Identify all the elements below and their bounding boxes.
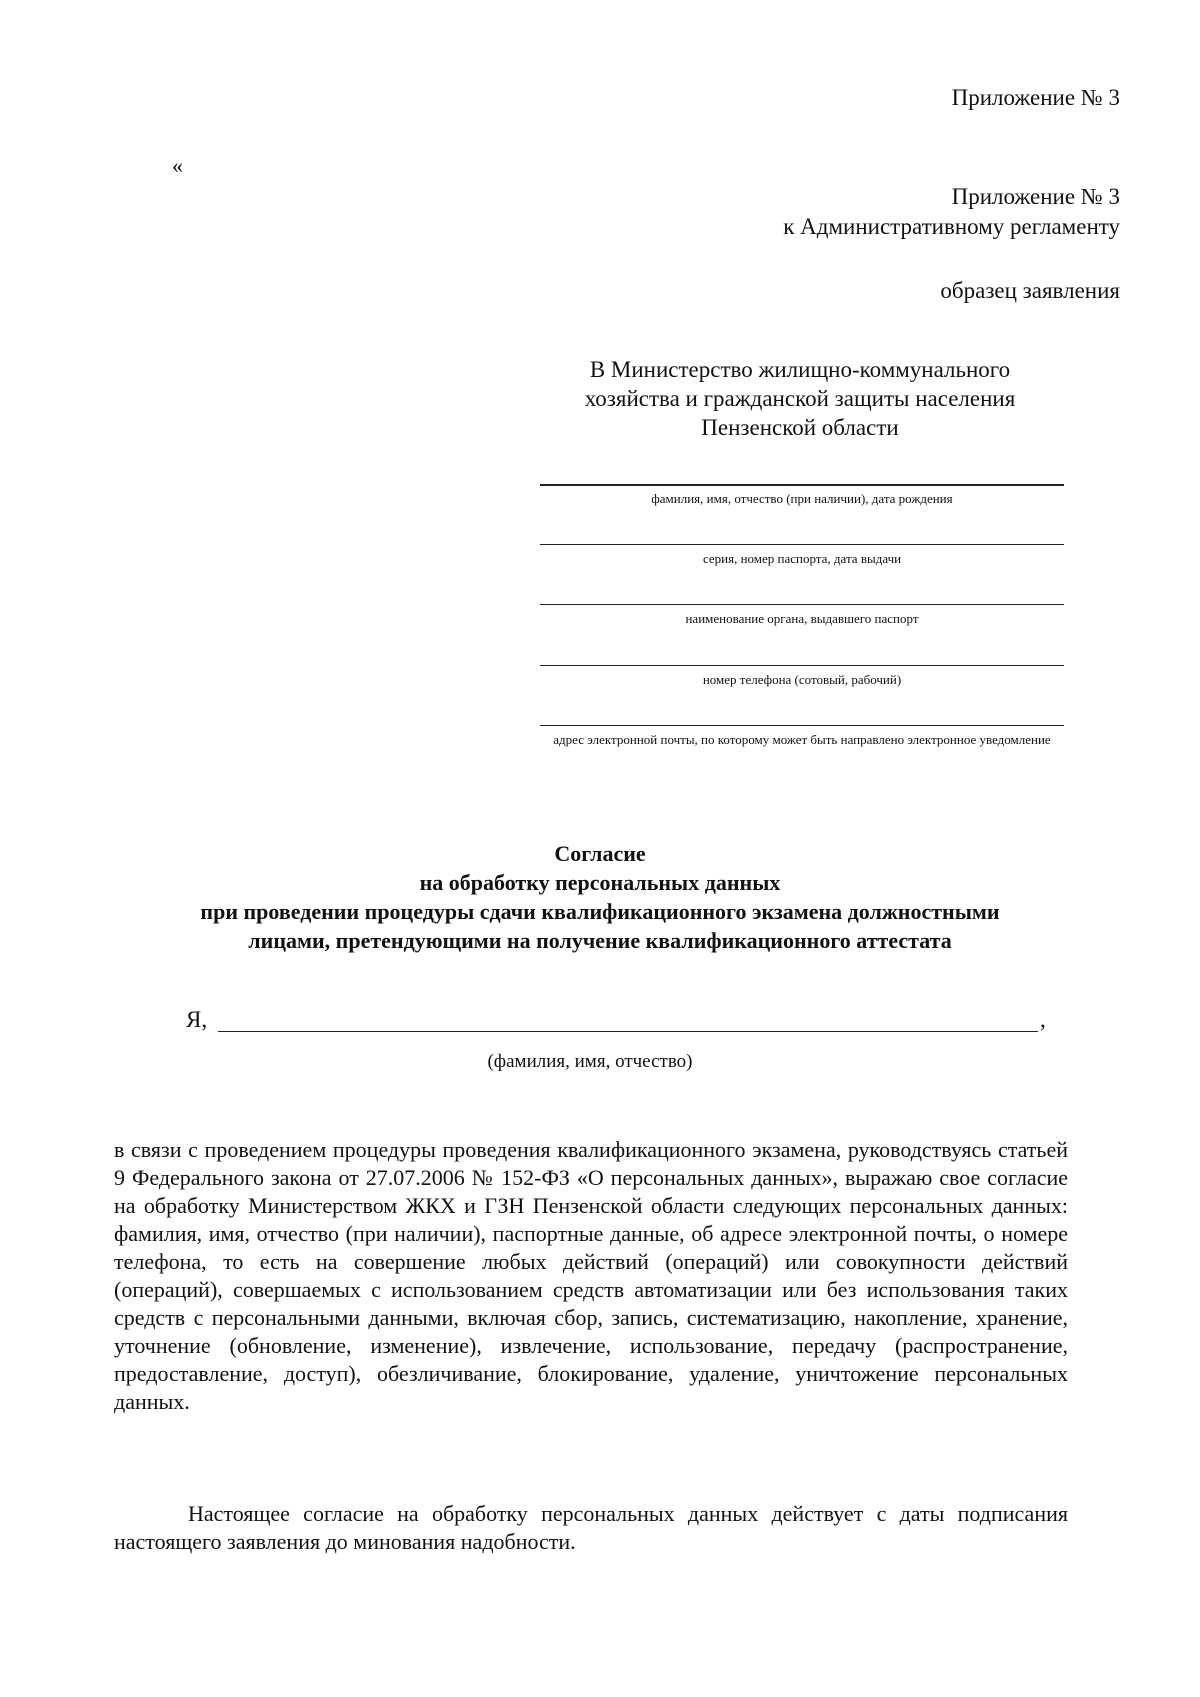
phone-number-line[interactable] (540, 665, 1064, 666)
opening-quote-mark: « (172, 153, 183, 178)
email-address-line[interactable] (540, 725, 1064, 726)
addressee-line-2: хозяйства и гражданской защиты населения (584, 386, 1016, 411)
appendix-label: Приложение № 3 (951, 184, 1120, 209)
consent-title-line-4: лицами, претендующими на получение квалификационного аттестата (248, 928, 952, 953)
passport-issuer-caption: наименование органа, выдавшего паспорт (685, 611, 919, 626)
addressee-line-1: В Министерство жилищно-коммунального (589, 357, 1011, 382)
appendix-top-label: Приложение № 3 (951, 85, 1120, 110)
consent-validity-paragraph: Настоящее согласие на обработку персональных данных действует с даты подписания настоящего заявления до минования надобности. (114, 1501, 1068, 1554)
passport-number-caption: серия, номер паспорта, дата выдачи (702, 551, 902, 566)
consent-body-paragraph: в связи с проведением процедуры проведения квалификационного экзамена, руководствуясь статьей 9 Федерального закона от 27.07.2006 № 152-ФЗ «О персональных данных», выражаю свое согласие на обработку Министерством ЖКХ и ГЗН Пензенской области следующих персональных данных: фамилия, имя, отчество (при наличии), паспортные данные, об адресе электронной почты, о номере телефона, то есть на совершение любых действий (операций) или совокупности действий (операций), совершаемых с использованием средств автоматизации или без использования таких средств с персональными данными, включая сбор, запись, систематизацию, накопление, хранение, уточнение (обновление, изменение), извлечение, использование, передачу (распространение, предоставление, доступ), обезличивание, блокирование, удаление, уничтожение персональных данных. (114, 1137, 1068, 1414)
declarant-name-line[interactable] (218, 1031, 1038, 1032)
passport-number-line[interactable] (540, 544, 1064, 545)
phone-number-caption: номер телефона (сотовый, рабочий) (702, 672, 902, 687)
declarant-suffix: , (1040, 1007, 1046, 1032)
consent-subtitle: на обработку персональных данных (419, 870, 781, 895)
declarant-caption: (фамилия, имя, отчество) (487, 1051, 693, 1072)
consent-title-line-3: при проведении процедуры сдачи квалификационного экзамена должностными (200, 899, 1000, 924)
applicant-name-line[interactable] (540, 484, 1064, 486)
appendix-reference: к Административному регламенту (783, 214, 1120, 239)
sample-label: образец заявления (940, 278, 1120, 303)
addressee-line-3: Пензенской области (701, 415, 899, 440)
consent-title: Согласие (554, 841, 646, 866)
declarant-prefix: Я, (186, 1007, 208, 1032)
applicant-name-caption: фамилия, имя, отчество (при наличии), дата рождения (651, 491, 953, 506)
passport-issuer-line[interactable] (540, 604, 1064, 605)
email-address-caption: адрес электронной почты, по которому может быть направлено электронное уведомление (553, 732, 1051, 747)
